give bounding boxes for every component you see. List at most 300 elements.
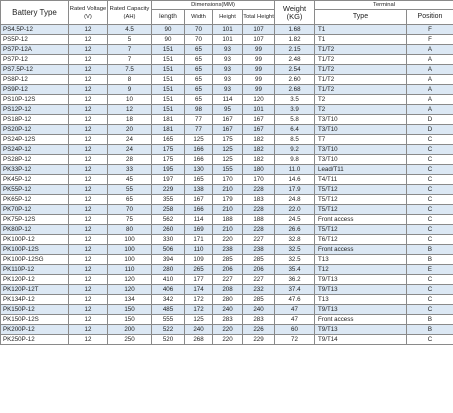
- cell-voltage: 12: [69, 275, 108, 285]
- cell-length: 506: [152, 245, 185, 255]
- cell-voltage: 12: [69, 195, 108, 205]
- cell-terminal-position: D: [407, 125, 453, 135]
- cell-weight: 47.6: [275, 295, 315, 305]
- cell-voltage: 12: [69, 185, 108, 195]
- table-row: [1, 45, 453, 55]
- cell-voltage: 12: [69, 215, 108, 225]
- table-row: [1, 275, 453, 285]
- cell-length: 151: [152, 45, 185, 55]
- cell-terminal-type: T4/T11: [315, 175, 407, 185]
- cell-height: 125: [213, 155, 243, 165]
- header-weight: Weight (KG): [275, 1, 315, 25]
- cell-weight: 9.2: [275, 145, 315, 155]
- cell-type: PK80P-12: [1, 225, 69, 235]
- cell-width: 174: [185, 285, 213, 295]
- cell-terminal-type: T3/T10: [315, 115, 407, 125]
- cell-width: 166: [185, 145, 213, 155]
- cell-width: 177: [185, 275, 213, 285]
- cell-capacity: 80: [108, 225, 152, 235]
- cell-terminal-type: T12: [315, 265, 407, 275]
- cell-width: 165: [185, 175, 213, 185]
- cell-length: 522: [152, 325, 185, 335]
- header-terminal: Terminal: [315, 1, 453, 10]
- cell-width: 169: [185, 225, 213, 235]
- cell-weight: 3.9: [275, 105, 315, 115]
- cell-terminal-type: T3/T10: [315, 155, 407, 165]
- cell-type: PS4.5P-12: [1, 25, 69, 35]
- cell-terminal-position: C: [407, 285, 453, 295]
- cell-type: PS18P-12: [1, 115, 69, 125]
- cell-voltage: 12: [69, 235, 108, 245]
- cell-voltage: 12: [69, 175, 108, 185]
- cell-height: 93: [213, 55, 243, 65]
- cell-capacity: 75: [108, 215, 152, 225]
- cell-type: PK150P-12S: [1, 315, 69, 325]
- cell-length: 175: [152, 155, 185, 165]
- cell-length: 151: [152, 105, 185, 115]
- cell-type: PS24P-12S: [1, 135, 69, 145]
- cell-terminal-position: C: [407, 295, 453, 305]
- cell-total-height: 240: [243, 305, 275, 315]
- cell-weight: 36.2: [275, 275, 315, 285]
- cell-height: 101: [213, 25, 243, 35]
- cell-terminal-position: C: [407, 195, 453, 205]
- cell-weight: 9.8: [275, 155, 315, 165]
- cell-capacity: 33: [108, 165, 152, 175]
- cell-capacity: 7: [108, 45, 152, 55]
- table-row: [1, 155, 453, 165]
- cell-length: 195: [152, 165, 185, 175]
- cell-terminal-type: T9/T13: [315, 285, 407, 295]
- cell-weight: 47: [275, 315, 315, 325]
- cell-voltage: 12: [69, 35, 108, 45]
- cell-weight: 2.68: [275, 85, 315, 95]
- cell-voltage: 12: [69, 95, 108, 105]
- cell-voltage: 12: [69, 65, 108, 75]
- cell-type: PS8P-12: [1, 75, 69, 85]
- table-row: [1, 55, 453, 65]
- cell-voltage: 12: [69, 315, 108, 325]
- cell-capacity: 24: [108, 135, 152, 145]
- cell-total-height: 227: [243, 275, 275, 285]
- cell-voltage: 12: [69, 105, 108, 115]
- cell-total-height: 228: [243, 185, 275, 195]
- cell-width: 268: [185, 335, 213, 345]
- cell-length: 151: [152, 85, 185, 95]
- cell-width: 130: [185, 165, 213, 175]
- cell-capacity: 7.5: [108, 65, 152, 75]
- cell-terminal-position: C: [407, 225, 453, 235]
- cell-total-height: 188: [243, 215, 275, 225]
- cell-capacity: 120: [108, 275, 152, 285]
- cell-total-height: 99: [243, 65, 275, 75]
- cell-type: PS12P-12: [1, 105, 69, 115]
- cell-terminal-type: T7: [315, 135, 407, 145]
- cell-terminal-type: T5/T12: [315, 195, 407, 205]
- cell-total-height: 167: [243, 115, 275, 125]
- cell-type: PK65P-12: [1, 195, 69, 205]
- cell-height: 285: [213, 255, 243, 265]
- cell-type: PK75P-12S: [1, 215, 69, 225]
- cell-terminal-type: T1/T2: [315, 65, 407, 75]
- cell-weight: 60: [275, 325, 315, 335]
- cell-type: PS10P-12S: [1, 95, 69, 105]
- cell-terminal-type: T1/T2: [315, 75, 407, 85]
- cell-terminal-position: C: [407, 185, 453, 195]
- cell-length: 330: [152, 235, 185, 245]
- cell-weight: 24.5: [275, 215, 315, 225]
- cell-voltage: 12: [69, 225, 108, 235]
- cell-height: 210: [213, 225, 243, 235]
- cell-terminal-position: B: [407, 245, 453, 255]
- cell-height: 175: [213, 135, 243, 145]
- table-row: [1, 25, 453, 35]
- table-row: [1, 105, 453, 115]
- cell-width: 77: [185, 125, 213, 135]
- cell-length: 197: [152, 175, 185, 185]
- cell-voltage: 12: [69, 85, 108, 95]
- cell-terminal-type: T5/T12: [315, 225, 407, 235]
- cell-height: 95: [213, 105, 243, 115]
- cell-weight: 47: [275, 305, 315, 315]
- cell-terminal-position: C: [407, 335, 453, 345]
- cell-total-height: 227: [243, 235, 275, 245]
- header-total-height: Total Height: [243, 10, 275, 25]
- cell-type: PS7P-12: [1, 55, 69, 65]
- cell-voltage: 12: [69, 145, 108, 155]
- cell-type: PK100P-12S: [1, 245, 69, 255]
- cell-total-height: 182: [243, 155, 275, 165]
- cell-type: PS7P-12A: [1, 45, 69, 55]
- cell-height: 240: [213, 305, 243, 315]
- cell-height: 220: [213, 335, 243, 345]
- header-rated-capacity: Rated Capacity (AH): [108, 1, 152, 25]
- cell-type: PK134P-12: [1, 295, 69, 305]
- cell-terminal-type: T13: [315, 295, 407, 305]
- cell-terminal-position: A: [407, 95, 453, 105]
- cell-capacity: 110: [108, 265, 152, 275]
- cell-voltage: 12: [69, 325, 108, 335]
- cell-total-height: 283: [243, 315, 275, 325]
- cell-width: 125: [185, 315, 213, 325]
- cell-width: 114: [185, 215, 213, 225]
- cell-height: 125: [213, 145, 243, 155]
- cell-terminal-type: Lead/T11: [315, 165, 407, 175]
- cell-width: 70: [185, 25, 213, 35]
- cell-width: 109: [185, 255, 213, 265]
- cell-capacity: 20: [108, 125, 152, 135]
- cell-capacity: 120: [108, 285, 152, 295]
- cell-terminal-position: C: [407, 205, 453, 215]
- cell-terminal-type: T3/T10: [315, 125, 407, 135]
- cell-height: 179: [213, 195, 243, 205]
- cell-type: PS24P-12: [1, 145, 69, 155]
- table-row: [1, 325, 453, 335]
- cell-total-height: 229: [243, 335, 275, 345]
- cell-terminal-position: C: [407, 165, 453, 175]
- cell-voltage: 12: [69, 55, 108, 65]
- cell-total-height: 180: [243, 165, 275, 175]
- cell-terminal-position: B: [407, 255, 453, 265]
- cell-weight: 2.54: [275, 65, 315, 75]
- cell-type: PK45P-12: [1, 175, 69, 185]
- cell-type: PK120P-12: [1, 275, 69, 285]
- cell-width: 77: [185, 115, 213, 125]
- cell-length: 229: [152, 185, 185, 195]
- cell-terminal-position: B: [407, 315, 453, 325]
- cell-capacity: 12: [108, 105, 152, 115]
- cell-capacity: 10: [108, 95, 152, 105]
- cell-voltage: 12: [69, 285, 108, 295]
- cell-voltage: 12: [69, 295, 108, 305]
- cell-type: PS7.5P-12: [1, 65, 69, 75]
- table-row: [1, 145, 453, 155]
- cell-terminal-type: T1: [315, 35, 407, 45]
- cell-height: 155: [213, 165, 243, 175]
- cell-length: 175: [152, 145, 185, 155]
- cell-length: 258: [152, 205, 185, 215]
- cell-terminal-position: A: [407, 65, 453, 75]
- cell-width: 167: [185, 195, 213, 205]
- cell-total-height: 99: [243, 85, 275, 95]
- cell-weight: 37.4: [275, 285, 315, 295]
- table-row: [1, 265, 453, 275]
- cell-width: 166: [185, 155, 213, 165]
- table-row: [1, 335, 453, 345]
- cell-height: 114: [213, 95, 243, 105]
- cell-total-height: 285: [243, 295, 275, 305]
- cell-voltage: 12: [69, 335, 108, 345]
- cell-voltage: 12: [69, 265, 108, 275]
- cell-length: 485: [152, 305, 185, 315]
- cell-length: 90: [152, 25, 185, 35]
- cell-voltage: 12: [69, 165, 108, 175]
- cell-weight: 2.60: [275, 75, 315, 85]
- cell-terminal-position: A: [407, 75, 453, 85]
- cell-total-height: 101: [243, 105, 275, 115]
- cell-total-height: 182: [243, 145, 275, 155]
- cell-voltage: 12: [69, 75, 108, 85]
- cell-terminal-type: T2: [315, 95, 407, 105]
- table-row: [1, 75, 453, 85]
- cell-length: 406: [152, 285, 185, 295]
- cell-length: 151: [152, 55, 185, 65]
- cell-length: 410: [152, 275, 185, 285]
- cell-total-height: 228: [243, 205, 275, 215]
- cell-height: 210: [213, 205, 243, 215]
- cell-capacity: 100: [108, 235, 152, 245]
- cell-length: 280: [152, 265, 185, 275]
- cell-length: 355: [152, 195, 185, 205]
- cell-capacity: 7: [108, 55, 152, 65]
- cell-width: 70: [185, 35, 213, 45]
- header-battery-type: Battery Type: [1, 1, 69, 25]
- cell-total-height: 107: [243, 25, 275, 35]
- cell-terminal-type: T1/T2: [315, 45, 407, 55]
- cell-capacity: 28: [108, 155, 152, 165]
- table-row: [1, 35, 453, 45]
- cell-terminal-position: A: [407, 85, 453, 95]
- cell-voltage: 12: [69, 305, 108, 315]
- cell-voltage: 12: [69, 25, 108, 35]
- table-row: [1, 95, 453, 105]
- cell-total-height: 183: [243, 195, 275, 205]
- cell-terminal-type: Front access: [315, 315, 407, 325]
- cell-voltage: 12: [69, 155, 108, 165]
- cell-terminal-position: C: [407, 215, 453, 225]
- cell-length: 151: [152, 65, 185, 75]
- cell-length: 342: [152, 295, 185, 305]
- cell-total-height: 107: [243, 35, 275, 45]
- cell-height: 93: [213, 75, 243, 85]
- header-rated-voltage: Rated Voltage (V): [69, 1, 108, 25]
- cell-width: 65: [185, 75, 213, 85]
- cell-type: PS20P-12: [1, 125, 69, 135]
- header-length: length: [152, 10, 185, 25]
- cell-terminal-position: C: [407, 155, 453, 165]
- cell-terminal-position: A: [407, 55, 453, 65]
- cell-width: 65: [185, 65, 213, 75]
- cell-capacity: 45: [108, 175, 152, 185]
- cell-width: 171: [185, 235, 213, 245]
- cell-height: 167: [213, 125, 243, 135]
- cell-width: 265: [185, 265, 213, 275]
- cell-height: 210: [213, 185, 243, 195]
- cell-height: 208: [213, 285, 243, 295]
- cell-total-height: 99: [243, 45, 275, 55]
- table-row: [1, 115, 453, 125]
- cell-terminal-type: T5/T12: [315, 205, 407, 215]
- cell-terminal-type: Front access: [315, 245, 407, 255]
- cell-type: PK33P-12: [1, 165, 69, 175]
- header-row-1: [1, 1, 453, 10]
- table-row: [1, 195, 453, 205]
- cell-height: 283: [213, 315, 243, 325]
- cell-total-height: 238: [243, 245, 275, 255]
- cell-total-height: 285: [243, 255, 275, 265]
- cell-width: 138: [185, 185, 213, 195]
- cell-voltage: 12: [69, 125, 108, 135]
- table-row: [1, 235, 453, 245]
- table-row: [1, 255, 453, 265]
- table-row: [1, 175, 453, 185]
- table-row: [1, 225, 453, 235]
- cell-weight: 35.4: [275, 265, 315, 275]
- table-row: [1, 315, 453, 325]
- cell-terminal-position: B: [407, 325, 453, 335]
- cell-type: PK250P-12: [1, 335, 69, 345]
- cell-height: 227: [213, 275, 243, 285]
- table-row: [1, 125, 453, 135]
- table-row: [1, 305, 453, 315]
- cell-weight: 6.4: [275, 125, 315, 135]
- cell-terminal-position: C: [407, 305, 453, 315]
- cell-capacity: 100: [108, 255, 152, 265]
- cell-terminal-type: T1/T2: [315, 55, 407, 65]
- cell-weight: 2.48: [275, 55, 315, 65]
- cell-height: 101: [213, 35, 243, 45]
- cell-voltage: 12: [69, 205, 108, 215]
- table-row: [1, 185, 453, 195]
- table-row: [1, 205, 453, 215]
- cell-height: 238: [213, 245, 243, 255]
- cell-capacity: 150: [108, 305, 152, 315]
- cell-type: PK100P-12SG: [1, 255, 69, 265]
- cell-weight: 8.5: [275, 135, 315, 145]
- cell-terminal-position: E: [407, 265, 453, 275]
- cell-type: PS28P-12: [1, 155, 69, 165]
- cell-total-height: 167: [243, 125, 275, 135]
- cell-capacity: 9: [108, 85, 152, 95]
- header-terminal-type: Type: [315, 10, 407, 25]
- cell-voltage: 12: [69, 245, 108, 255]
- cell-capacity: 70: [108, 205, 152, 215]
- cell-total-height: 170: [243, 175, 275, 185]
- cell-capacity: 55: [108, 185, 152, 195]
- cell-weight: 32.8: [275, 235, 315, 245]
- cell-terminal-position: F: [407, 35, 453, 45]
- cell-terminal-position: C: [407, 145, 453, 155]
- cell-type: PK110P-12: [1, 265, 69, 275]
- cell-height: 170: [213, 175, 243, 185]
- cell-total-height: 99: [243, 55, 275, 65]
- cell-capacity: 24: [108, 145, 152, 155]
- cell-total-height: 182: [243, 135, 275, 145]
- cell-terminal-position: C: [407, 135, 453, 145]
- cell-total-height: 206: [243, 265, 275, 275]
- cell-capacity: 100: [108, 245, 152, 255]
- cell-type: PK100P-12: [1, 235, 69, 245]
- cell-terminal-position: C: [407, 175, 453, 185]
- table-row: [1, 295, 453, 305]
- cell-length: 165: [152, 135, 185, 145]
- cell-weight: 3.5: [275, 95, 315, 105]
- cell-length: 151: [152, 95, 185, 105]
- cell-terminal-position: C: [407, 235, 453, 245]
- cell-terminal-type: T13: [315, 255, 407, 265]
- table-row: [1, 85, 453, 95]
- cell-terminal-type: T6/T12: [315, 235, 407, 245]
- cell-weight: 2.15: [275, 45, 315, 55]
- cell-length: 181: [152, 115, 185, 125]
- cell-terminal-type: T9/T13: [315, 305, 407, 315]
- cell-weight: 32.5: [275, 245, 315, 255]
- cell-height: 93: [213, 45, 243, 55]
- cell-capacity: 134: [108, 295, 152, 305]
- cell-weight: 22.0: [275, 205, 315, 215]
- cell-length: 260: [152, 225, 185, 235]
- cell-total-height: 228: [243, 225, 275, 235]
- cell-width: 172: [185, 305, 213, 315]
- cell-type: PK70P-12: [1, 205, 69, 215]
- cell-length: 151: [152, 75, 185, 85]
- table-row: [1, 165, 453, 175]
- cell-weight: 24.8: [275, 195, 315, 205]
- cell-height: 188: [213, 215, 243, 225]
- cell-width: 240: [185, 325, 213, 335]
- table-row: [1, 135, 453, 145]
- cell-width: 110: [185, 245, 213, 255]
- header-width: Width: [185, 10, 213, 25]
- cell-type: PK55P-12: [1, 185, 69, 195]
- cell-width: 65: [185, 95, 213, 105]
- cell-capacity: 200: [108, 325, 152, 335]
- cell-length: 394: [152, 255, 185, 265]
- cell-weight: 26.6: [275, 225, 315, 235]
- cell-length: 555: [152, 315, 185, 325]
- cell-type: PK120P-12T: [1, 285, 69, 295]
- cell-width: 65: [185, 55, 213, 65]
